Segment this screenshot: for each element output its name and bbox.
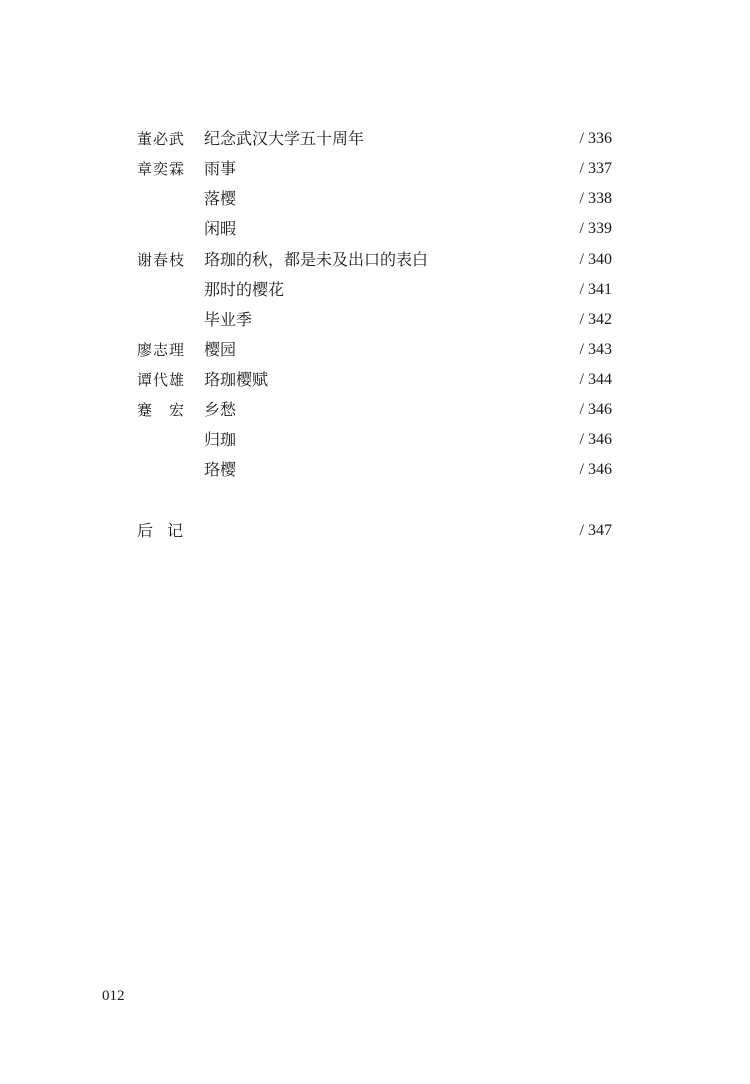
toc-author: 董必武 <box>137 130 186 148</box>
toc-entry[interactable] <box>0 156 750 182</box>
toc-entry[interactable] <box>0 216 750 242</box>
toc-entry[interactable] <box>0 337 750 363</box>
toc-page-number: / 341 <box>579 281 612 298</box>
toc-page-number: / 339 <box>579 220 612 237</box>
toc-author: 蹇 宏 <box>137 401 186 419</box>
toc-page-number: / 346 <box>579 461 612 478</box>
toc-page-number: / 346 <box>579 401 612 418</box>
toc-author: 廖志理 <box>137 341 186 359</box>
toc-title: 毕业季 <box>204 310 253 329</box>
toc-entry[interactable] <box>0 397 750 423</box>
toc-title: 闲暇 <box>204 219 237 238</box>
toc-afterword-entry[interactable] <box>0 518 750 544</box>
toc-title: 纪念武汉大学五十周年 <box>204 129 365 148</box>
toc-author: 谭代雄 <box>137 371 186 389</box>
toc-entry[interactable] <box>0 277 750 303</box>
toc-entry[interactable] <box>0 186 750 212</box>
toc-page-number: / 338 <box>579 190 612 207</box>
toc-entry[interactable] <box>0 126 750 152</box>
toc-title: 珞樱 <box>204 460 237 479</box>
toc-title: 珞珈樱赋 <box>204 370 269 389</box>
toc-page-number: / 346 <box>579 431 612 448</box>
toc-page-number: / 337 <box>579 160 612 177</box>
toc-title: 雨事 <box>204 159 237 178</box>
toc-author: 章奕霖 <box>137 160 186 178</box>
toc-title: 珞珈的秋，都是未及出口的表白 <box>204 250 429 269</box>
toc-title: 归珈 <box>204 430 237 449</box>
toc-entry[interactable] <box>0 247 750 273</box>
page-folio-number: 012 <box>102 988 125 1004</box>
toc-author: 谢春枝 <box>137 251 186 269</box>
toc-page-number: / 336 <box>579 130 612 147</box>
toc-page-number: / 342 <box>579 311 612 328</box>
toc-title: 樱园 <box>204 340 237 359</box>
toc-page-number: / 343 <box>579 341 612 358</box>
toc-title: 那时的樱花 <box>204 280 285 299</box>
toc-page-number: / 340 <box>579 251 612 268</box>
toc-title: 乡愁 <box>204 400 237 419</box>
toc-entry[interactable] <box>0 457 750 483</box>
toc-page-number: / 344 <box>579 371 612 388</box>
toc-entry[interactable] <box>0 427 750 453</box>
toc-title: 落樱 <box>204 189 237 208</box>
toc-page-number: / 347 <box>579 522 612 539</box>
toc-entry[interactable] <box>0 307 750 333</box>
afterword-label: 后记 <box>137 521 198 540</box>
toc-entry[interactable] <box>0 367 750 393</box>
